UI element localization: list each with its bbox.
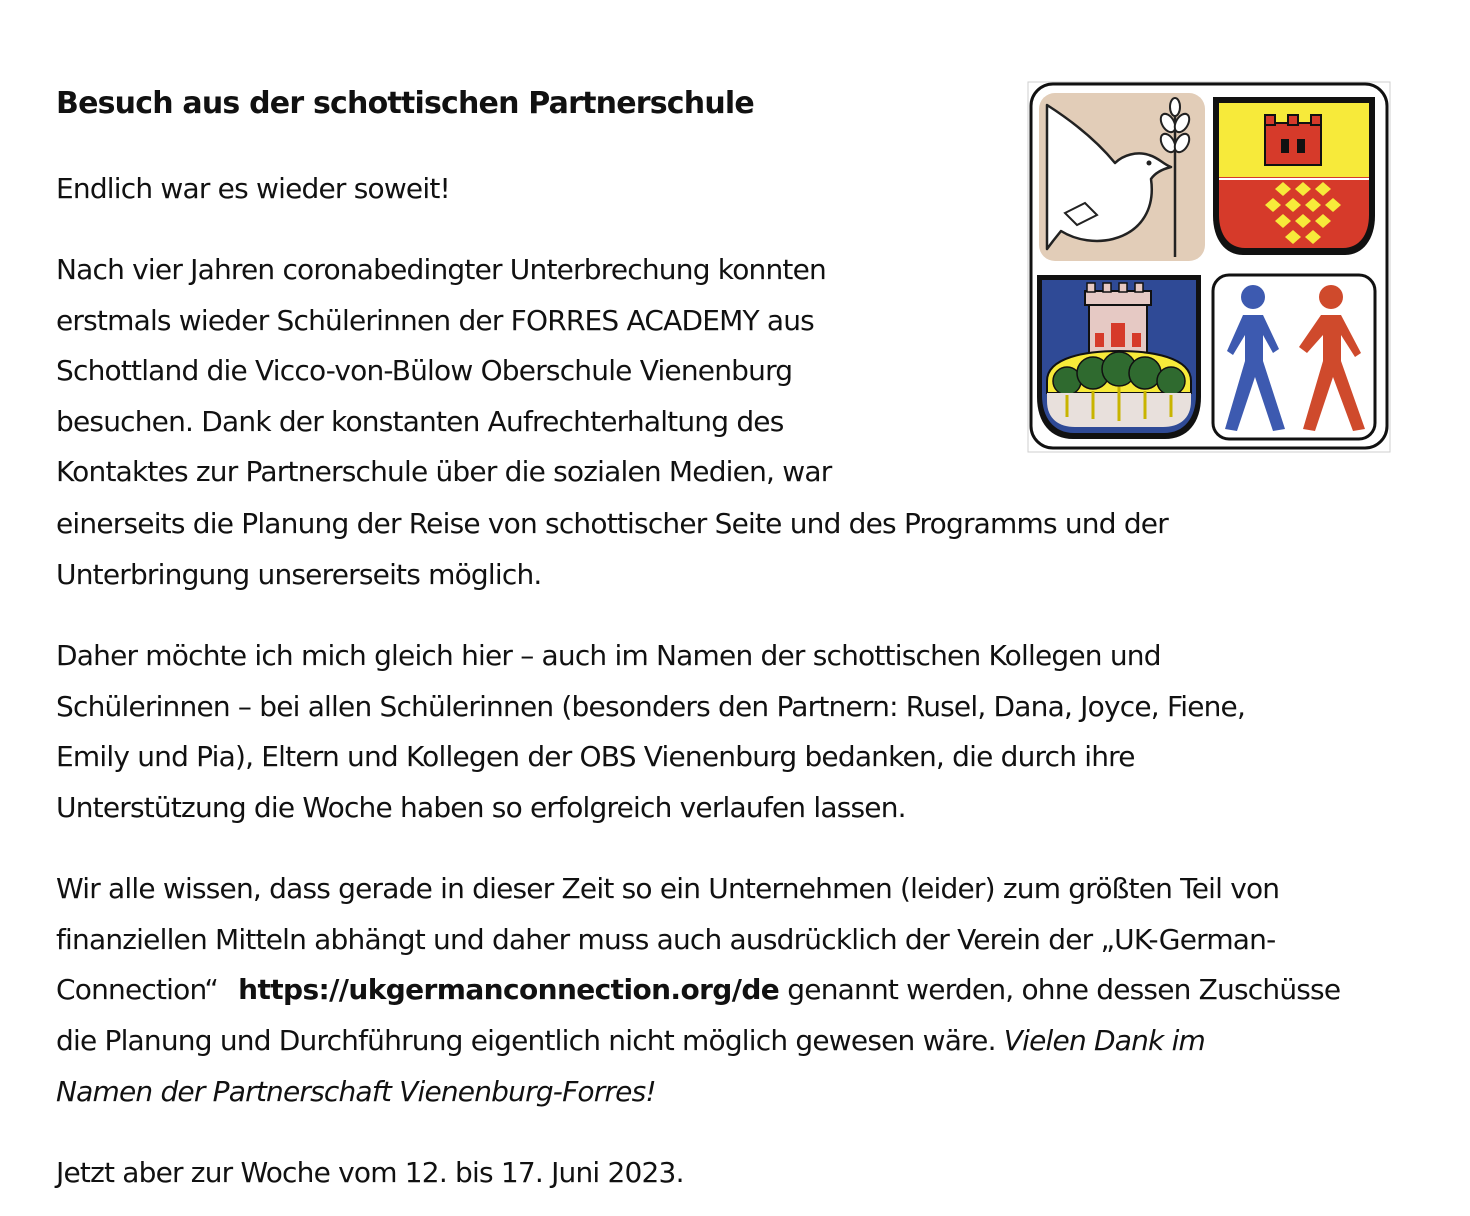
paragraph1-line: Nach vier Jahren coronabedingter Unterbrechung konnten xyxy=(56,253,826,286)
paragraph3-line: Wir alle wissen, dass gerade in dieser Zeit so ein Unternehmen (leider) zum größten Teil von xyxy=(56,872,1280,905)
paragraph1-line: einerseits die Planung der Reise von schottischer Seite und des Programms und der xyxy=(56,507,1168,540)
dove-icon xyxy=(1039,93,1205,261)
paragraph2-line: Schülerinnen – bei allen Schülerinnen (besonders den Partnern: Rusel, Dana, Joyce, Fiene, xyxy=(56,690,1246,723)
paragraph1-line: erstmals wieder Schülerinnen der FORRES ACADEMY aus xyxy=(56,304,814,337)
ukgermanconnection-link[interactable]: https://ukgermanconnection.org/de xyxy=(238,973,780,1006)
paragraph1-line: Unterbringung unsererseits möglich. xyxy=(56,558,542,591)
paragraph2-line: Emily und Pia), Eltern und Kollegen der OBS Vienenburg bedanken, die durch ihre xyxy=(56,740,1135,773)
paragraph3-line xyxy=(56,970,1340,1010)
article-title: Besuch aus der schottischen Partnerschule xyxy=(56,86,754,121)
castle-crest-icon xyxy=(1213,97,1375,255)
paragraph1-line: Kontaktes zur Partnerschule über die sozialen Medien, war xyxy=(56,455,832,488)
paragraph2-line: Daher möchte ich mich gleich hier – auch im Namen der schottischen Kollegen und xyxy=(56,639,1161,672)
paragraph3-text: genannt werden, ohne dessen Zuschüsse xyxy=(779,973,1341,1006)
paragraph1-line: besuchen. Dank der konstanten Aufrechterhaltung des xyxy=(56,405,784,438)
tower-crest-icon xyxy=(1037,275,1201,439)
paragraph2-line: Unterstützung die Woche haben so erfolgreich verlaufen lassen. xyxy=(56,791,906,824)
closing-text: Jetzt aber zur Woche vom 12. bis 17. Juni 2023. xyxy=(56,1156,684,1189)
paragraph3-line xyxy=(56,1021,1205,1061)
thanks-italic: Vielen Dank im xyxy=(1003,1024,1206,1057)
paragraph3-line: finanziellen Mitteln abhängt und daher muss auch ausdrücklich der Verein der „UK-German- xyxy=(56,923,1276,956)
paragraph1-line: Schottland die Vicco-von-Bülow Oberschule Vienenburg xyxy=(56,354,793,387)
intro-text: Endlich war es wieder soweit! xyxy=(56,172,450,205)
paragraph3-text: die Planung und Durchführung eigentlich nicht möglich gewesen wäre. xyxy=(56,1024,1004,1057)
partnership-logo xyxy=(1027,81,1391,453)
connection-text: Connection“ xyxy=(56,973,219,1006)
thanks-italic-line: Namen der Partnerschaft Vienenburg-Forres! xyxy=(56,1075,656,1108)
walking-people-icon xyxy=(1213,275,1375,439)
